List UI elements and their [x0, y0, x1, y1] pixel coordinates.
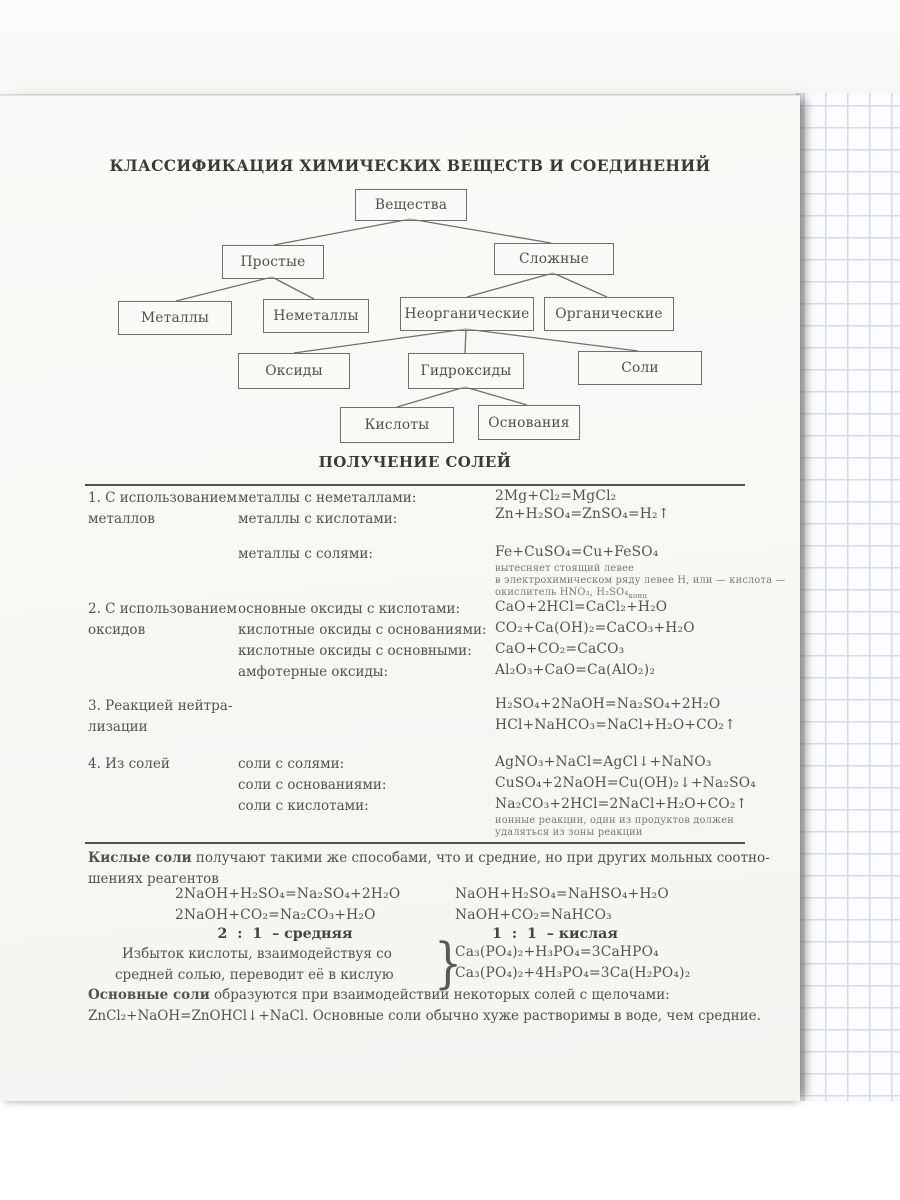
tree-node-complex: [494, 243, 614, 275]
equation-note-subscript: конц: [628, 592, 648, 600]
basic-salts-paragraph-line2: ZnCl₂+NaOH=ZnOHCl↓+NaCl. Основные соли обычно хуже растворимы в воде, чем средние.: [88, 1008, 761, 1024]
method-label: металлы с неметаллами:: [238, 490, 417, 506]
equation: Ca₃(PO₄)₂+4H₃PO₄=3Ca(H₂PO₄)₂: [455, 965, 691, 981]
equation-note: в электрохимическом ряду левее H, или — кислота —: [495, 575, 786, 586]
excess-acid-note: средней солью, переводит её в кислую: [115, 967, 394, 983]
tree-node-label: Соли: [621, 360, 659, 376]
tree-node-oxides: [238, 353, 350, 389]
acid-salts-paragraph-line2: шениях реагентов: [88, 871, 219, 887]
acid-salts-term: Кислые соли: [88, 850, 192, 866]
curly-brace: }: [434, 932, 463, 995]
divider-rule-top: [85, 484, 745, 486]
method-label: кислотные оксиды с основаниями:: [238, 622, 487, 638]
page-title: КЛАССИФИКАЦИЯ ХИМИЧЕСКИХ ВЕЩЕСТВ И СОЕДИНЕНИЙ: [109, 156, 711, 175]
tree-node-label: Неметаллы: [273, 308, 359, 324]
equation: Zn+H₂SO₄=ZnSO₄=H₂↑: [495, 506, 670, 522]
equation: H₂SO₄+2NaOH=Na₂SO₄+2H₂O: [495, 696, 721, 712]
method-group-label: лизации: [88, 719, 148, 735]
tree-node-label: Неорганические: [404, 306, 530, 322]
equation: 2Mg+Cl₂=MgCl₂: [495, 488, 617, 504]
acid-salts-text: получают такими же способами, что и средние, но при других мольных соотно-: [191, 850, 770, 866]
tree-node-label: Кислоты: [364, 417, 430, 433]
equation: CaO+CO₂=CaCO₃: [495, 641, 625, 657]
equation: HCl+NaHCO₃=NaCl+H₂O+CO₂↑: [495, 717, 736, 733]
tree-node-inorganic: [400, 297, 534, 331]
tree-node-label: Сложные: [518, 251, 590, 267]
equation: CaO+2HCl=CaCl₂+H₂O: [495, 599, 668, 615]
equation: Na₂CO₃+2HCl=2NaCl+H₂O+CO₂↑: [495, 796, 748, 812]
tree-node-label: Органические: [555, 306, 663, 322]
equation: CuSO₄+2NaOH=Cu(OH)₂↓+Na₂SO₄: [495, 775, 756, 791]
equation: Al₂O₃+CaO=Ca(AlO₂)₂: [495, 662, 656, 678]
method-group-label: 4. Из солей: [88, 756, 170, 772]
method-label: кислотные оксиды с основными:: [238, 643, 472, 659]
tree-node-organic: [544, 297, 674, 331]
tree-node-label: Вещества: [374, 197, 448, 213]
divider-rule-bottom: [85, 842, 745, 844]
tree-node-salts: [578, 351, 702, 385]
equation: CO₂+Ca(OH)₂=CaCO₃+H₂O: [495, 620, 695, 636]
method-label: металлы с солями:: [238, 546, 373, 562]
equation-note: удаляться из зоны реакции: [495, 827, 643, 838]
method-label: соли с основаниями:: [238, 777, 387, 793]
method-group-label: металлов: [88, 511, 155, 527]
equation: Fe+CuSO₄=Cu+FeSO₄: [495, 544, 659, 560]
basic-salts-paragraph: [88, 987, 670, 1004]
method-group-label: оксидов: [88, 622, 146, 638]
tree-node-acids: [340, 407, 454, 443]
method-label: соли с солями:: [238, 756, 345, 772]
equation: AgNO₃+NaCl=AgCl↓+NaNO₃: [495, 754, 712, 770]
equation-note-text: окислитель HNO₃, H₂SO₄: [495, 587, 629, 598]
method-label: основные оксиды с кислотами:: [238, 601, 461, 617]
method-label: амфотерные оксиды:: [238, 664, 389, 680]
tree-node-label: Оксиды: [265, 363, 323, 379]
upper-page-band: [0, 0, 900, 95]
tree-node-simple: [222, 245, 324, 279]
ratio-label-medium: 2 : 1 – средняя: [217, 926, 353, 942]
ratio-label-acidic: 1 : 1 – кислая: [492, 926, 618, 942]
method-group-label: 1. С использованием: [88, 490, 238, 506]
equation-note: ионные реакции, один из продуктов должен: [495, 815, 734, 826]
equation: NaOH+CO₂=NaHCO₃: [455, 907, 612, 923]
tree-node-label: Металлы: [140, 310, 210, 326]
document-page: [0, 95, 800, 1101]
tree-node-bases: [478, 405, 580, 440]
notebook-grid-paper: [796, 93, 900, 1101]
equation: 2NaOH+CO₂=Na₂CO₃+H₂O: [175, 907, 376, 923]
method-label: соли с кислотами:: [238, 798, 369, 814]
tree-node-substances: [355, 189, 467, 221]
equation: Ca₃(PO₄)₂+H₃PO₄=3CaHPO₄: [455, 944, 659, 960]
equation-note: вытесняет стоящий левее: [495, 563, 635, 574]
tree-node-nonmetals: [263, 299, 369, 333]
acid-salts-paragraph: [88, 850, 770, 867]
tree-node-hydroxides: [408, 353, 524, 389]
method-group-label: 3. Реакцией нейтра-: [88, 698, 233, 714]
tree-node-label: Гидроксиды: [420, 363, 512, 379]
basic-salts-text: образуются при взаимодействии некоторых солей с щелочами:: [209, 987, 670, 1003]
tree-node-label: Простые: [240, 254, 306, 270]
equation: NaOH+H₂SO₄=NaHSO₄+H₂O: [455, 886, 669, 902]
tree-node-metals: [118, 301, 232, 335]
salts-section-title: ПОЛУЧЕНИЕ СОЛЕЙ: [318, 453, 512, 471]
method-group-label: 2. С использованием: [88, 601, 238, 617]
method-label: металлы с кислотами:: [238, 511, 398, 527]
tree-node-label: Основания: [488, 414, 570, 431]
equation: 2NaOH+H₂SO₄=Na₂SO₄+2H₂O: [175, 886, 401, 902]
basic-salts-term: Основные соли: [88, 987, 210, 1003]
excess-acid-note: Избыток кислоты, взаимодействуя со: [122, 946, 392, 962]
tree-connectors: [0, 96, 800, 456]
